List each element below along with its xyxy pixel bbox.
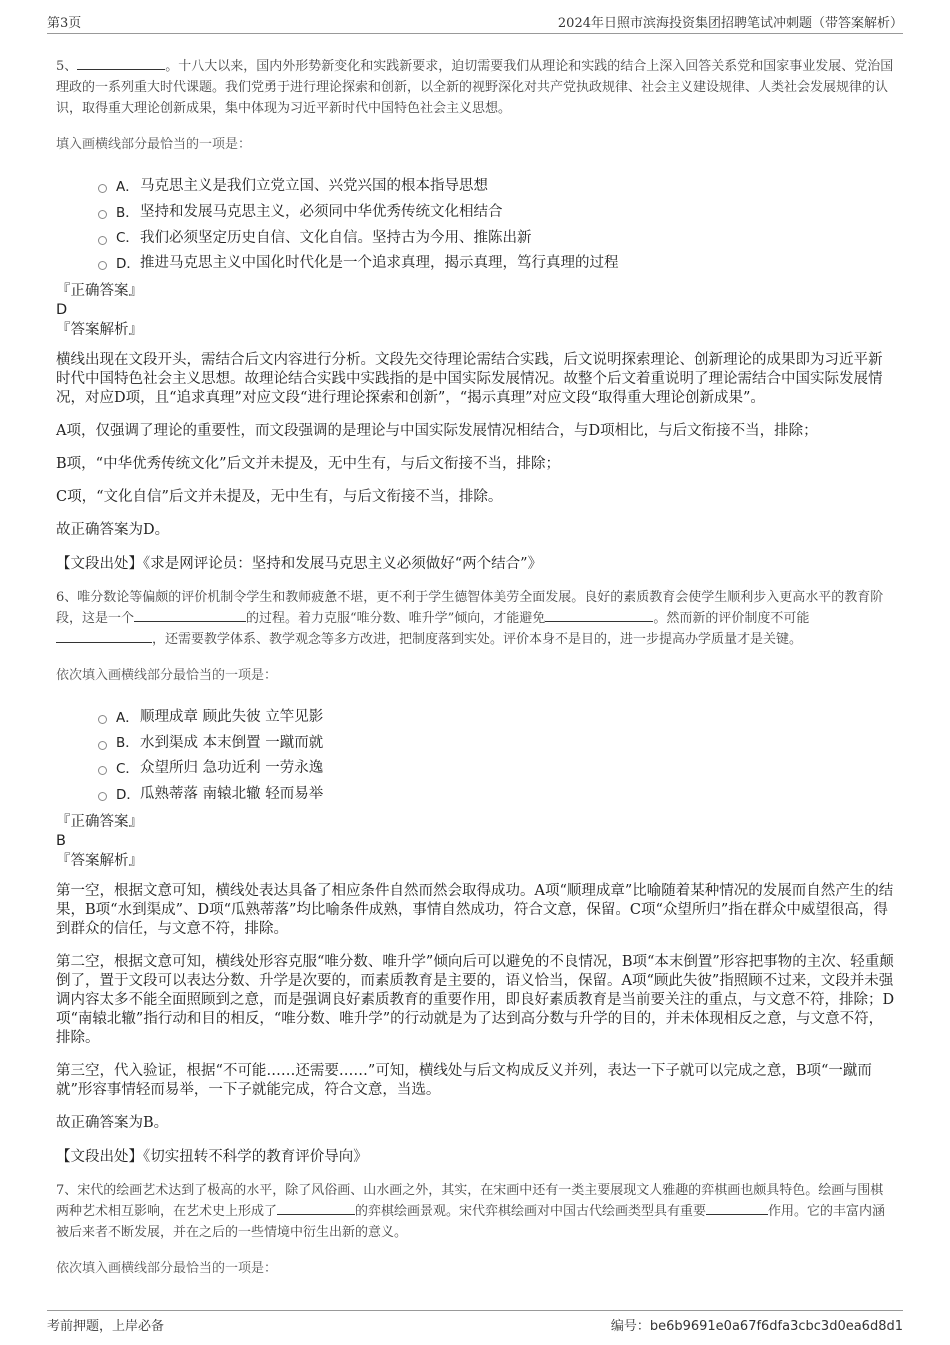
answer-blank: [56, 629, 152, 643]
radio-button[interactable]: [98, 766, 107, 775]
page-number: 第3页: [47, 16, 82, 31]
question-stem: 7、宋代的绘画艺术达到了极高的水平，除了风俗画、山水画之外，其实，在宋画中还有一类主要展现文人雅趣的弈棋画也颇具特色。绘画与围棋两种艺术相互影响，在艺术史上形成了 的弈棋绘画景观。宋代弈棋绘画对中国古代绘画类型具有重要 作用。它的丰富内涵被后来者不断发展，并在之后的一些情境中衍生出新的意义。: [56, 1182, 886, 1240]
radio-button[interactable]: [98, 741, 107, 750]
source-label: 【文段出处】: [56, 555, 143, 572]
source-citation: [56, 1147, 896, 1167]
answer-blank: [134, 608, 246, 622]
analysis-paragraph: B项，“中华优秀传统文化”后文并未提及，无中生有，与后文衔接不当，排除；: [56, 455, 560, 472]
answer-blank: [545, 608, 653, 622]
source-label: 【文段出处】: [56, 1148, 143, 1165]
analysis-paragraph: 第一空，根据文意可知，横线处表达具备了相应条件自然而然会取得成功。A项“顺理成章”比喻随着某种情况的发展而自然产生的结果，B项“水到渠成”、D项“瓜熟蒂落”均比喻条件成熟，事情自然成功，符合文意，保留。C项“众望所归”指在群众中威望很高，得到群众的信任，与文意不符，排除。: [56, 882, 894, 937]
question-prompt: 依次填入画横线部分最恰当的一项是：: [56, 667, 278, 683]
page-footer: [47, 1310, 903, 1334]
source-citation: [56, 554, 896, 574]
question-6: [56, 587, 896, 1167]
question-number: 5、: [56, 59, 78, 74]
option-d[interactable]: D． 瓜熟蒂落 南辕北辙 轻而易举: [98, 780, 896, 806]
question-stem: 6、唯分数论等偏颇的评价机制令学生和教师疲惫不堪，更不利于学生德智体美劳全面发展。良好的素质教育会使学生顺利步入更高水平的教育阶段，这是一个 的过程。着力克服“唯分数、唯升学”倾向，才能避免 。然而新的评价制度不可能，还需要教学体系、教学观念等多方改进，把制度落到实处。评价本身不是目的，进一步提高办学质量才是关键。: [56, 589, 884, 647]
question-prompt: 填入画横线部分最恰当的一项是：: [56, 137, 252, 152]
option-list: [56, 703, 896, 806]
option-d[interactable]: D． 推进马克思主义中国化时代化是一个追求真理，揭示真理，笃行真理的过程: [98, 249, 896, 275]
footer-slogan: 考前押题，上岸必备: [47, 1319, 165, 1334]
analysis-paragraph: 第二空，根据文意可知，横线处形容克服“唯分数、唯升学”倾向后可以避免的不良情况，B项“本末倒置”形容把事物的主次、轻重颠倒了，置于文段可以表达分数、升学是次要的，而素质教育是主要的，语义恰当，保留。A项“顾此失彼”指照顾不过来，文段并未强调内容太多不能全面照顾到之意，而是强调良好素质教育的重要作用，即良好素质教育是当前要关注的重点，与文意不符，排除；D项“南辕北辙”指行动和目的相反，“唯分数、唯升学”的行动就是为了达到高分数与升学的目的，并未体现相反之意，与文意不符，排除。: [56, 953, 895, 1046]
page-content: [56, 56, 896, 1279]
radio-button[interactable]: [98, 261, 107, 270]
radio-button[interactable]: [98, 184, 107, 193]
correct-answer: B: [56, 832, 66, 849]
answer-blank: [277, 1201, 355, 1215]
option-c[interactable]: C． 众望所归 急功近利 一劳永逸: [98, 754, 896, 780]
analysis-paragraph: C项，“文化自信”后文并未提及，无中生有，与后文衔接不当，排除。: [56, 488, 503, 505]
page-header: [47, 12, 903, 34]
question-number: 6、: [56, 589, 78, 605]
question-5: [56, 56, 896, 574]
radio-button[interactable]: [98, 236, 107, 245]
option-b[interactable]: B． 坚持和发展马克思主义，必须同中华优秀传统文化相结合: [98, 198, 896, 224]
answer-blank: [706, 1201, 768, 1215]
option-a[interactable]: A． 顺理成章 顾此失彼 立竿见影: [98, 703, 896, 729]
correct-answer-label: 『正确答案』: [56, 282, 143, 299]
question-7: [56, 1180, 896, 1279]
option-list: [56, 172, 896, 275]
analysis-label: 『答案解析』: [56, 852, 143, 869]
option-a[interactable]: A． 马克思主义是我们立党立国、兴党兴国的根本指导思想: [98, 172, 896, 198]
question-prompt: 依次填入画横线部分最恰当的一项是：: [56, 1260, 278, 1276]
correct-answer: D: [56, 301, 68, 318]
source-title: 《求是网评论员：坚持和发展马克思主义必须做好“两个结合”》: [143, 555, 543, 572]
analysis-paragraph: 故正确答案为D。: [56, 521, 170, 538]
question-number: 7、: [56, 1182, 78, 1198]
answer-blank: [77, 56, 165, 70]
radio-button[interactable]: [98, 210, 107, 219]
source-title: 《切实扭转不科学的教育评价导向》: [143, 1148, 368, 1165]
document-title: 2024年日照市滨海投资集团招聘笔试冲刺题（带答案解析）: [557, 16, 903, 31]
radio-button[interactable]: [98, 792, 107, 801]
option-c[interactable]: C． 我们必须坚定历史自信、文化自信。坚持古为今用、推陈出新: [98, 223, 896, 249]
option-b[interactable]: B． 水到渠成 本末倒置 一蹴而就: [98, 728, 896, 754]
analysis-paragraph: 第三空，代入验证，根据“不可能……还需要……”可知，横线处与后文构成反义并列，表达一下子就可以完成之意，B项“一蹴而就”形容事情轻而易举，一下子就能完成，符合文意，当选。: [56, 1062, 872, 1098]
question-stem: 5、 。十八大以来，国内外形势新变化和实践新要求，迫切需要我们从理论和实践的结合上深入回答关系党和国家事业发展、党治国理政的一系列重大时代课题。我们党勇于进行理论探索和创新，以全新的视野深化对共产党执政规律、社会主义建设规律、人类社会发展规律的认识，取得重大理论创新成果，集中体现为习近平新时代中国特色社会主义思想。: [56, 56, 896, 119]
analysis-label: 『答案解析』: [56, 321, 143, 338]
analysis-paragraph: 横线出现在文段开头，需结合后文内容进行分析。文段先交待理论需结合实践，后文说明探索理论、创新理论的成果即为习近平新时代中国特色社会主义思想。故理论结合实践中实践指的是中国实际发展情况。故整个后文着重说明了理论需结合中国实际发展情况，对应D项，且“追求真理”对应文段“进行理论探索和创新”，“揭示真理”对应文段“取得重大理论创新成果”。: [56, 351, 883, 406]
correct-answer-label: 『正确答案』: [56, 813, 143, 830]
radio-button[interactable]: [98, 715, 107, 724]
analysis-paragraph: 故正确答案为B。: [56, 1114, 169, 1131]
analysis-paragraph: A项，仅强调了理论的重要性，而文段强调的是理论与中国实际发展情况相结合，与D项相比，与后文衔接不当，排除；: [56, 422, 818, 439]
document-code: 编号：be6b9691e0a67f6dfa3cbc3d0ea6d8d1: [610, 1319, 903, 1334]
